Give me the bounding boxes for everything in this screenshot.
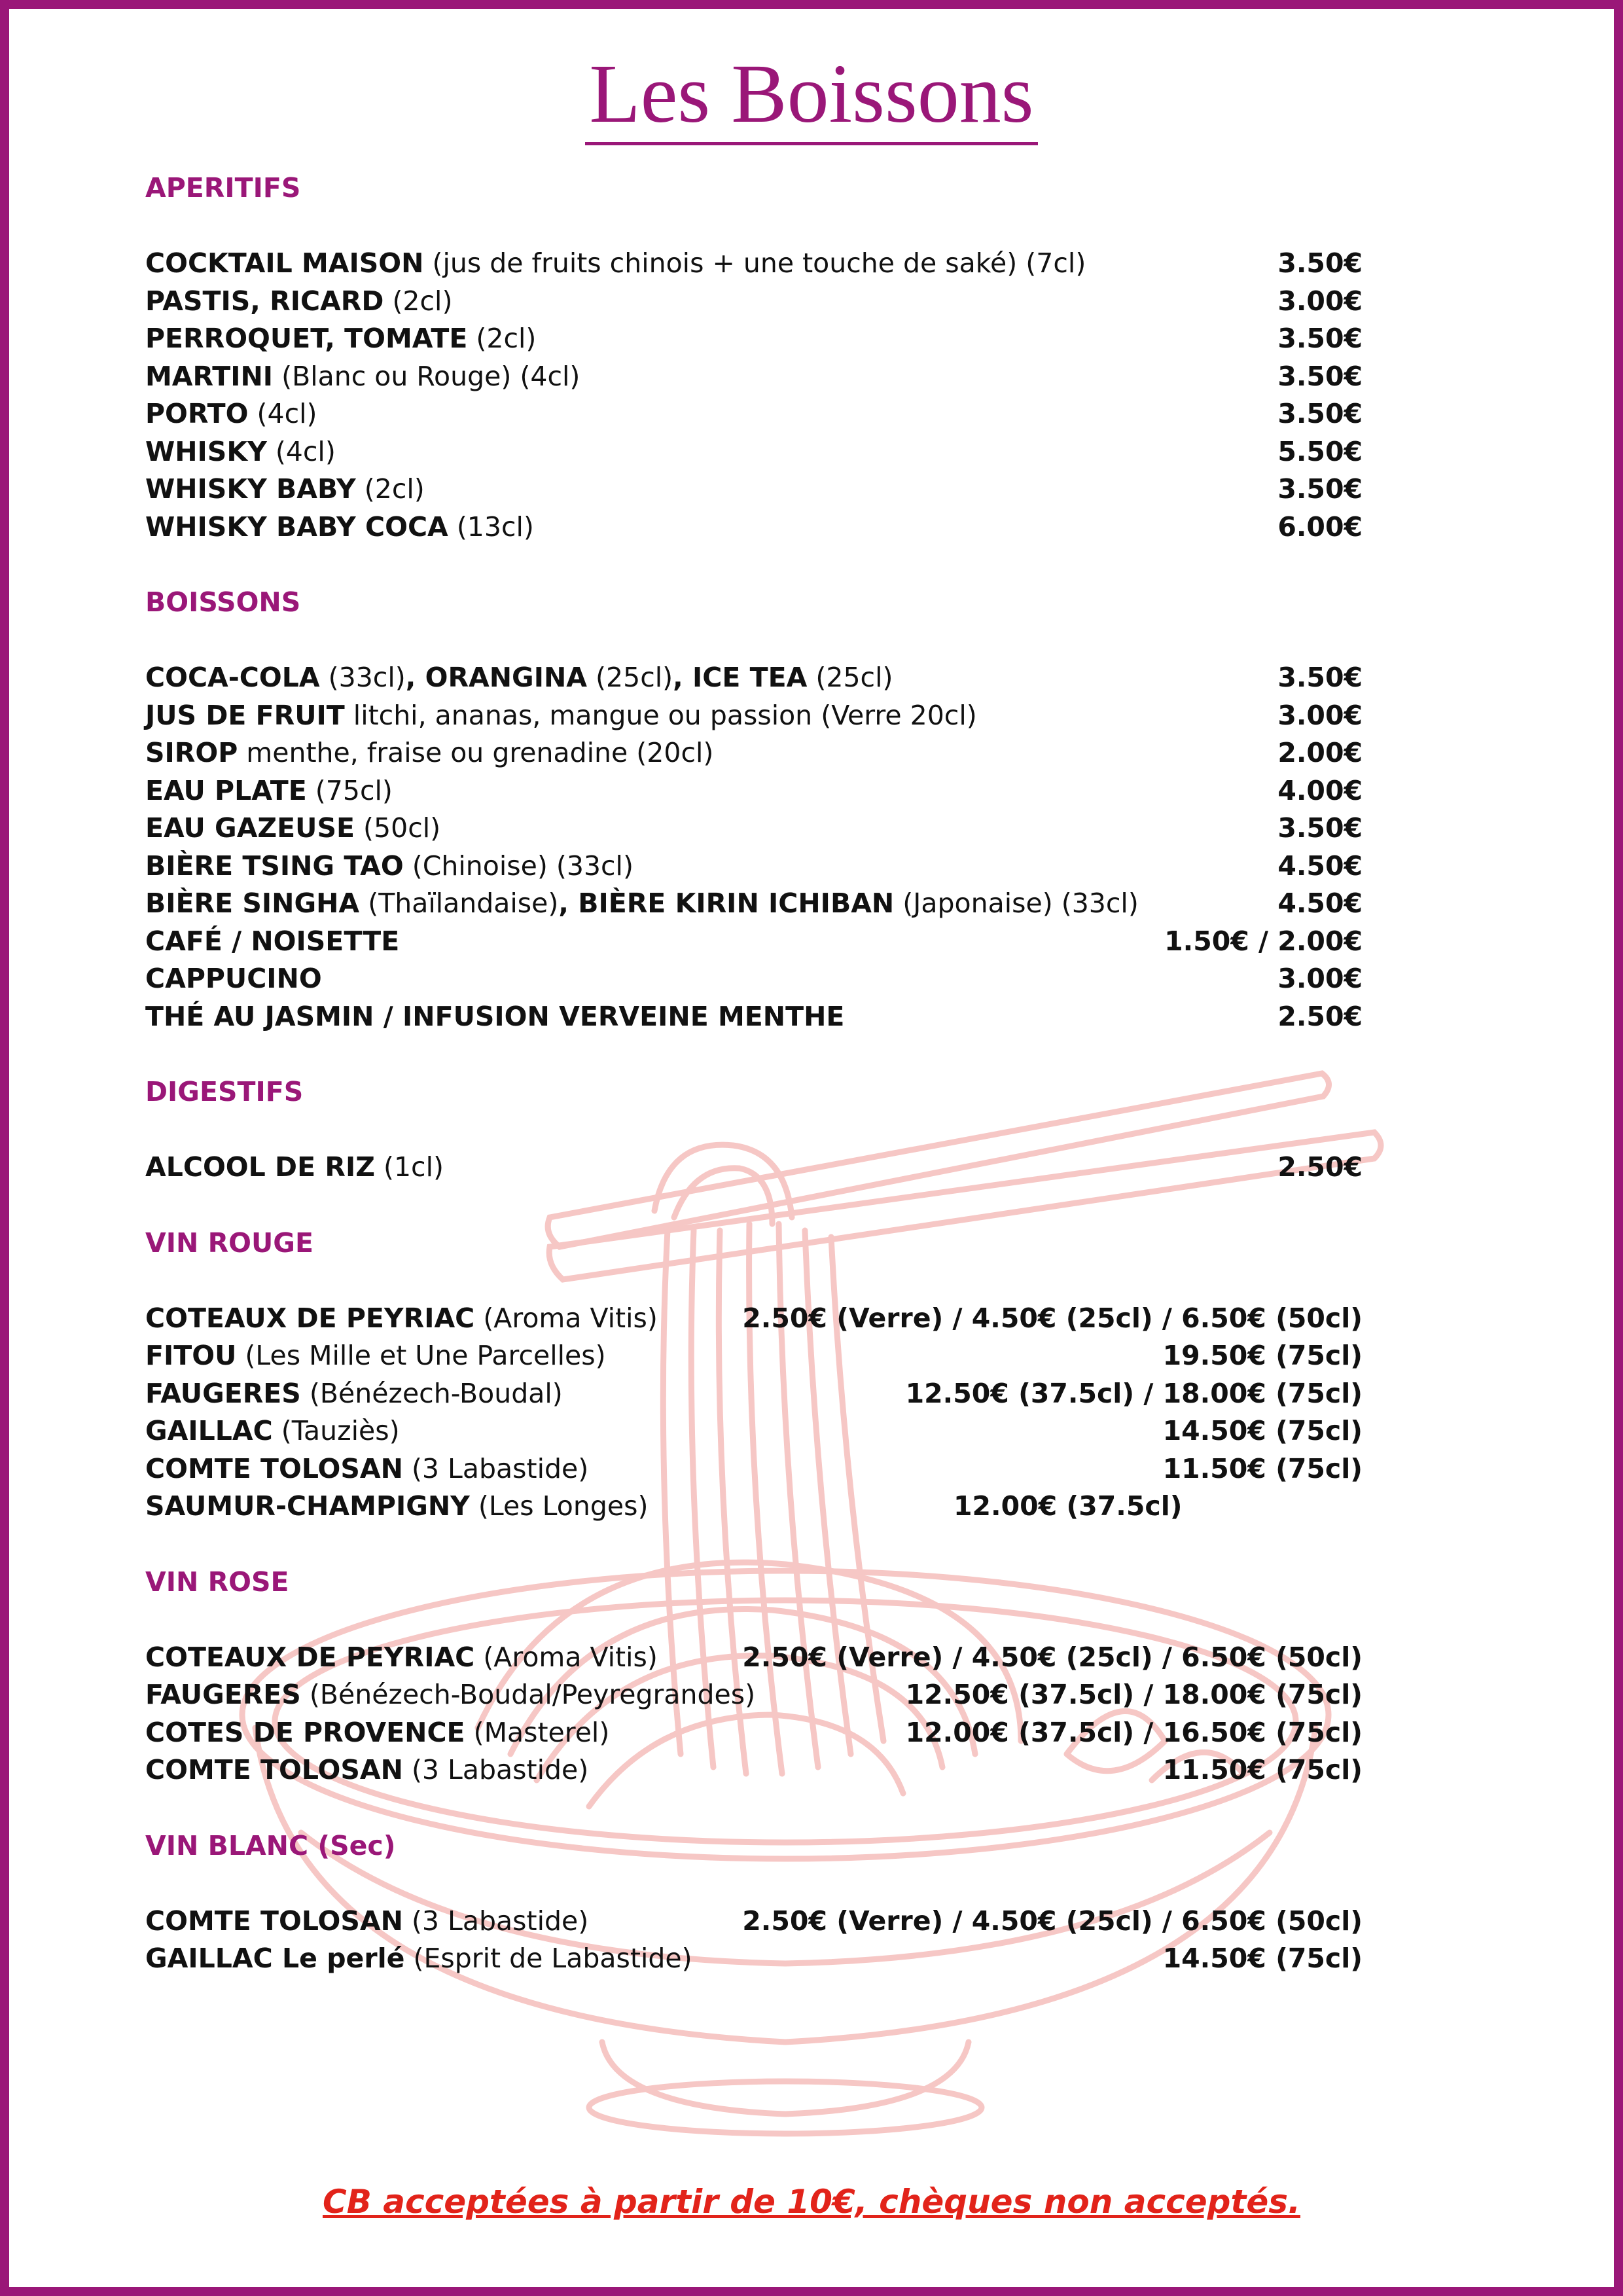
item-detail: (Tauziès) [272, 1415, 400, 1446]
item-price: 2.00€ [1277, 737, 1363, 768]
section-title: APERITIFS [145, 172, 301, 204]
item-name [145, 436, 336, 467]
section-title: VIN ROSE [145, 1566, 289, 1598]
item-name [145, 1378, 563, 1409]
menu-item [145, 245, 1363, 283]
item-name-bold: COMTE TOLOSAN [145, 1452, 403, 1484]
item-name-bold: WHISKY BABY COCA [145, 511, 448, 543]
item-name-bold: COCKTAIL MAISON [145, 247, 424, 279]
item-price: 14.50€ (75cl) [1162, 1943, 1363, 1974]
item-name-bold: , ORANGINA [405, 662, 588, 693]
menu-item [145, 998, 1363, 1036]
menu-item [145, 509, 1363, 547]
menu-item [145, 734, 1363, 772]
item-price: 3.50€ [1277, 662, 1363, 693]
item-detail: (Blanc ou Rouge) (4cl) [273, 360, 580, 392]
item-price: 2.50€ (Verre) / 4.50€ (25cl) / 6.50€ (50cl) [742, 1641, 1363, 1673]
item-price: 12.50€ (37.5cl) / 18.00€ (75cl) [905, 1377, 1363, 1409]
item-name-bold: BIÈRE TSING TAO [145, 850, 404, 882]
item-detail: (2cl) [355, 473, 425, 505]
menu-item [145, 1903, 1363, 1941]
item-price: 3.50€ [1277, 323, 1363, 354]
item-name-bold: GAILLAC Le perlé [145, 1943, 405, 1974]
section-spacer [145, 1526, 1363, 1563]
menu-item [145, 659, 1363, 697]
item-price: 4.50€ [1277, 888, 1363, 919]
item-name [145, 737, 713, 768]
item-name-bold: SAUMUR-CHAMPIGNY [145, 1490, 470, 1522]
section-spacer [145, 546, 1363, 583]
item-price: 11.50€ (75cl) [1162, 1452, 1363, 1484]
item-price: 2.50€ (Verre) / 4.50€ (25cl) / 6.50€ (50cl) [742, 1302, 1363, 1334]
item-detail: (2cl) [467, 323, 537, 354]
item-detail: (1cl) [374, 1151, 444, 1183]
item-price: 12.00€ (37.5cl) / 16.50€ (75cl) [905, 1716, 1363, 1748]
item-name-bold: COTES DE PROVENCE [145, 1716, 465, 1748]
section-vin-blanc [145, 1827, 1363, 1978]
item-name [145, 888, 1139, 919]
item-price: 4.50€ [1277, 850, 1363, 882]
item-detail: (Masterel) [465, 1716, 610, 1748]
item-price: 2.50€ [1277, 1151, 1363, 1183]
section-boissons [145, 583, 1363, 1073]
menu-item [145, 1412, 1363, 1450]
item-price: 2.50€ (Verre) / 4.50€ (25cl) / 6.50€ (50cl) [742, 1905, 1363, 1937]
item-name-bold: COMTE TOLOSAN [145, 1754, 403, 1785]
section-aperitifs [145, 169, 1363, 583]
item-name [145, 1905, 588, 1937]
item-name-bold: PORTO [145, 398, 249, 429]
menu-item [145, 283, 1363, 321]
section-vin-rose [145, 1563, 1363, 1827]
section-spacer [145, 1789, 1363, 1827]
item-name-bold: COCA-COLA [145, 662, 320, 693]
item-detail: (Thaïlandaise) [359, 888, 559, 919]
item-name-bold: FAUGERES [145, 1679, 301, 1710]
payment-notice: CB acceptées à partir de 10€, chèques non acceptés. [323, 2183, 1300, 2221]
menu-item [145, 471, 1363, 509]
item-name-bold: WHISKY [145, 435, 267, 467]
section-title: VIN ROUGE [145, 1227, 313, 1259]
item-detail: (33cl) [319, 662, 406, 693]
item-name-bold: JUS DE FRUIT [145, 699, 345, 731]
item-name [145, 1302, 658, 1334]
page-title: Les Boissons [585, 46, 1037, 145]
item-name-bold: EAU GAZEUSE [145, 812, 355, 844]
item-name-bold: , BIÈRE KIRIN ICHIBAN [558, 888, 895, 919]
item-name [145, 1943, 692, 1974]
section-digestifs [145, 1073, 1363, 1224]
item-name-bold: ALCOOL DE RIZ [145, 1151, 375, 1183]
item-detail: (3 Labastide) [402, 1754, 589, 1785]
menu-item [145, 1337, 1363, 1375]
menu-item [145, 395, 1363, 433]
item-detail: (2cl) [383, 285, 453, 317]
item-price: 3.50€ [1277, 247, 1363, 279]
item-name-bold: FITOU [145, 1340, 237, 1371]
item-name [145, 1679, 755, 1710]
item-name [145, 812, 440, 844]
menu-item [145, 1714, 1363, 1752]
item-name [145, 1717, 609, 1748]
item-detail: (25cl) [807, 662, 893, 693]
item-name [145, 511, 534, 543]
menu-item [145, 1450, 1363, 1488]
item-detail: (Les Mille et Une Parcelles) [236, 1340, 606, 1371]
item-name [145, 1754, 588, 1785]
item-name [145, 1415, 400, 1446]
section-title: VIN BLANC (Sec) [145, 1829, 396, 1861]
item-price: 3.00€ [1277, 963, 1363, 994]
item-price: 19.50€ (75cl) [1162, 1340, 1363, 1371]
menu-item [145, 885, 1363, 923]
item-detail: (4cl) [248, 398, 317, 429]
item-detail: (75cl) [306, 774, 393, 806]
item-name [145, 323, 536, 354]
item-detail: (25cl) [587, 662, 673, 693]
item-name [145, 850, 633, 882]
item-name-bold: CAPPUCINO [145, 963, 322, 994]
item-price: 12.50€ (37.5cl) / 18.00€ (75cl) [905, 1679, 1363, 1710]
item-detail: (Chinoise) (33cl) [403, 850, 633, 882]
item-detail: (Aroma Vitis) [474, 1302, 658, 1334]
item-name-bold: WHISKY BABY [145, 473, 356, 505]
item-detail: (4cl) [266, 435, 336, 467]
item-price: 2.50€ [1277, 1000, 1363, 1032]
item-price: 3.00€ [1277, 285, 1363, 317]
item-name-bold: , ICE TEA [673, 662, 808, 693]
item-name [145, 1490, 648, 1522]
item-price: 1.50€ / 2.00€ [1164, 925, 1363, 957]
item-detail: (3 Labastide) [402, 1452, 589, 1484]
item-name [145, 1001, 844, 1032]
item-detail: menthe, fraise ou grenadine (20cl) [238, 737, 714, 768]
item-detail: (Les Longes) [469, 1490, 649, 1522]
item-name [145, 963, 322, 994]
item-detail: (13cl) [448, 511, 534, 543]
section-vin-rouge [145, 1224, 1363, 1563]
menu-content [145, 169, 1363, 1978]
title-container [0, 46, 1623, 145]
item-detail: (jus de fruits chinois + une touche de saké) (7cl) [423, 247, 1086, 279]
menu-item [145, 960, 1363, 998]
item-name-bold: COMTE TOLOSAN [145, 1905, 403, 1937]
item-name-bold: EAU PLATE [145, 774, 307, 806]
item-name [145, 1340, 606, 1371]
item-name-bold: COTEAUX DE PEYRIAC [145, 1641, 475, 1673]
menu-item [145, 923, 1363, 961]
menu-item [145, 848, 1363, 886]
item-name [145, 662, 893, 693]
item-price: 14.50€ (75cl) [1162, 1415, 1363, 1446]
item-name [145, 285, 452, 317]
menu-item [145, 772, 1363, 810]
item-detail: litchi, ananas, mangue ou passion (Verre 20cl) [344, 699, 977, 731]
item-name [145, 700, 977, 731]
item-price: 3.50€ [1277, 398, 1363, 429]
item-name [145, 361, 580, 392]
item-detail: (50cl) [355, 812, 441, 844]
item-price: 3.50€ [1277, 812, 1363, 844]
item-price: 4.00€ [1277, 774, 1363, 806]
item-price: 11.50€ (75cl) [1162, 1754, 1363, 1785]
item-name [145, 925, 399, 957]
item-name-bold: SIROP [145, 737, 238, 768]
item-name-bold: PERROQUET, TOMATE [145, 323, 468, 354]
item-detail: (Aroma Vitis) [474, 1641, 658, 1673]
item-name [145, 1151, 444, 1183]
item-name-bold: BIÈRE SINGHA [145, 888, 360, 919]
item-detail: (Japonaise) (33cl) [894, 888, 1139, 919]
item-price: 3.00€ [1277, 699, 1363, 731]
menu-item [145, 1149, 1363, 1187]
item-detail: (Esprit de Labastide) [404, 1943, 692, 1974]
item-name-bold: PASTIS, RICARD [145, 285, 384, 317]
item-price: 3.50€ [1277, 360, 1363, 392]
section-title: BOISSONS [145, 586, 301, 618]
item-price: 12.00€ (37.5cl) [954, 1490, 1183, 1522]
menu-item [145, 1940, 1363, 1978]
section-title: DIGESTIFS [145, 1076, 304, 1107]
item-detail: (Bénézech-Boudal) [300, 1377, 563, 1409]
section-spacer [145, 1035, 1363, 1073]
menu-item [145, 1751, 1363, 1789]
section-spacer [145, 1187, 1363, 1224]
item-name [145, 247, 1086, 279]
item-name-bold: CAFÉ / NOISETTE [145, 925, 400, 957]
menu-item [145, 1488, 1363, 1526]
menu-item [145, 697, 1363, 735]
menu-item [145, 810, 1363, 848]
item-name [145, 1453, 588, 1484]
menu-item [145, 1300, 1363, 1338]
item-detail: (Bénézech-Boudal/Peyregrandes) [300, 1679, 756, 1710]
item-name-bold: THÉ AU JASMIN / INFUSION VERVEINE MENTHE [145, 1000, 845, 1032]
item-name [145, 1641, 658, 1673]
menu-item [145, 1375, 1363, 1413]
item-price: 5.50€ [1277, 435, 1363, 467]
item-price: 6.00€ [1277, 511, 1363, 543]
menu-item [145, 1639, 1363, 1677]
menu-item [145, 320, 1363, 358]
item-price: 3.50€ [1277, 473, 1363, 505]
menu-item [145, 433, 1363, 471]
menu-item [145, 358, 1363, 396]
item-name [145, 473, 425, 505]
item-name [145, 775, 393, 806]
item-name-bold: FAUGERES [145, 1377, 301, 1409]
menu-item [145, 1676, 1363, 1714]
item-name-bold: GAILLAC [145, 1415, 273, 1446]
item-name-bold: COTEAUX DE PEYRIAC [145, 1302, 475, 1334]
item-name-bold: MARTINI [145, 360, 274, 392]
item-detail: (3 Labastide) [402, 1905, 589, 1937]
item-name [145, 398, 317, 429]
